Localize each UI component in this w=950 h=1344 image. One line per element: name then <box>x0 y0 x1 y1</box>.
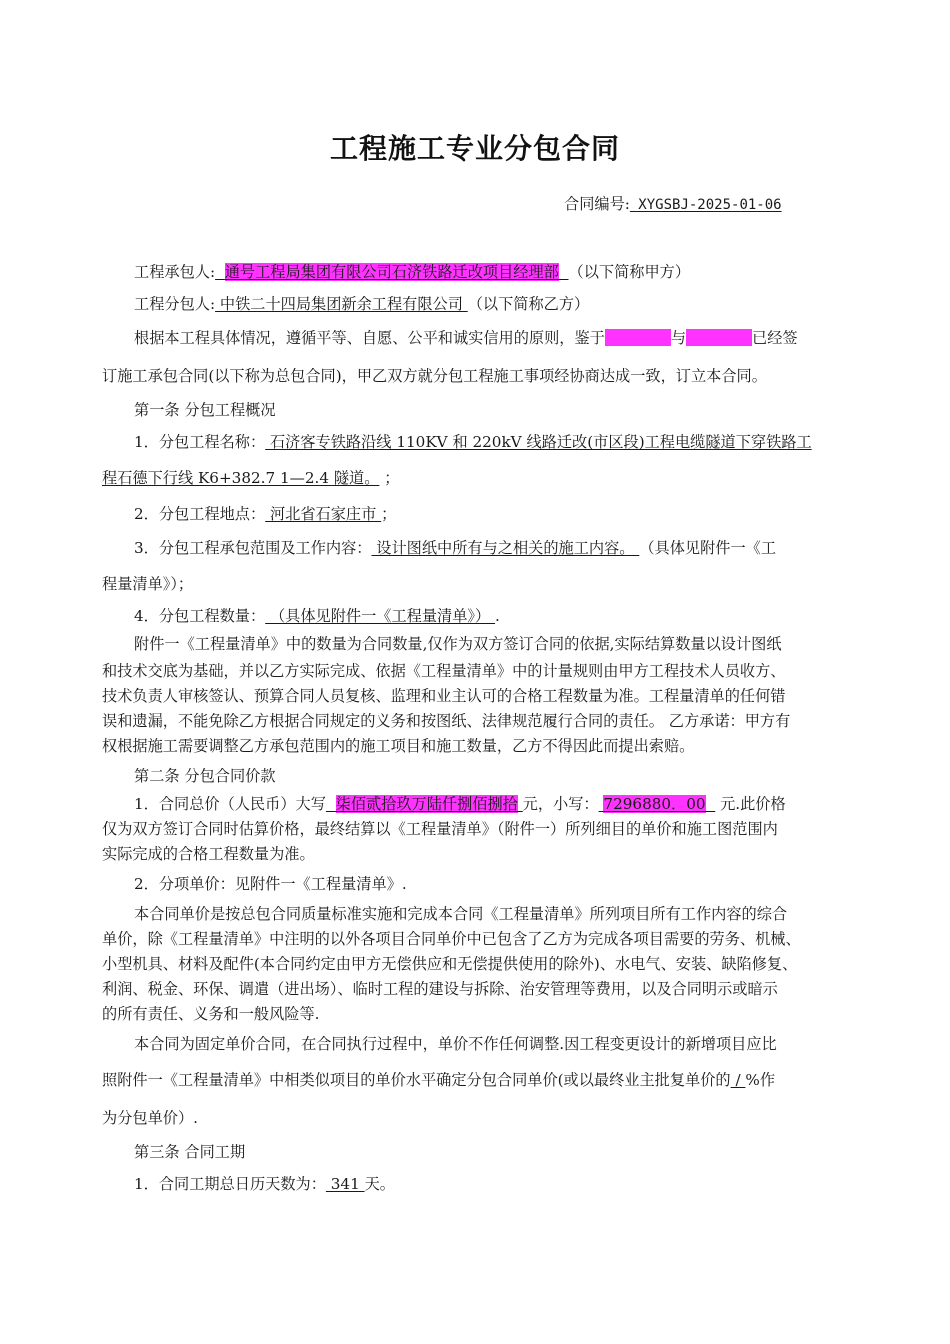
item-1-line-2 <box>102 468 399 488</box>
redacted-box-1 <box>605 329 671 346</box>
price-line-3: 实际完成的合格工程数量为准。 <box>102 845 315 863</box>
project-name-cont: 程石德下行线 K6+382.7 1—2.4 隧道。 <box>102 469 380 487</box>
contract-number-line <box>564 194 782 215</box>
subcontractor-name: 中铁二十四局集团新余工程有限公司 <box>215 295 468 313</box>
item-2-label: 2．分包工程地点： <box>134 505 266 523</box>
price-line-2: 仅为双方签订合同时估算价格，最终结算以《工程量清单》（附件一）所列细目的单价和施工图范围内 <box>102 820 778 838</box>
duration-unit: 天。 <box>364 1175 395 1193</box>
subcontractor-note: （以下简称乙方） <box>467 295 590 313</box>
document-title: 工程施工专业分包合同 <box>329 132 620 165</box>
redacted-box-2 <box>686 329 752 346</box>
item-3-note: （具体见附件一《工 <box>639 539 777 557</box>
contract-number-label: 合同编号: <box>564 195 630 213</box>
item-3-label: 3．分包工程承包范围及工作内容： <box>134 539 372 557</box>
unit-para-line-2: 单价，除《工程量清单》中注明的以外各项目合同单价中已包含了乙方为完成各项目需要的劳务、机械、 <box>102 930 801 948</box>
intro-text: 根据本工程具体情况，遵循平等、自愿、公平和诚实信用的原则，鉴于 <box>134 329 605 347</box>
unit-para-line-5: 的所有责任、义务和一般风险等. <box>102 1005 320 1023</box>
fixed-price-line-3: 为分包单价）. <box>102 1109 198 1127</box>
item-1-line <box>134 432 812 452</box>
article-1-heading: 第一条 分包工程概况 <box>134 401 276 419</box>
quantity-para-line-4: 误和遗漏，不能免除乙方根据合同规定的义务和按图纸、法律规范履行合同的责任。 乙方承诺：甲方有 <box>102 712 791 730</box>
price-in-words: 柒佰贰拾玖万陆仟捌佰捌拾 <box>335 795 518 813</box>
item-3-line-2: 程量清单》）； <box>102 575 194 593</box>
item-4-end: . <box>495 607 500 625</box>
duration-line <box>134 1174 395 1194</box>
quantity-para-line-5: 权根据施工需要调整乙方承包范围内的施工项目和施工数量，乙方不得因此而提出索赔。 <box>102 737 695 755</box>
item-4-label: 4．分包工程数量： <box>134 607 266 625</box>
unit-price-line: 2．分项单价：见附件一《工程量清单》. <box>134 875 407 893</box>
intro-line-2: 订施工承包合同(以下称为总包合同)，甲乙双方就分包工程施工事项经协商达成一致，订立本合同。 <box>102 367 767 385</box>
quantity-para-line-1: 附件一《工程量清单》中的数量为合同数量,仅作为双方签订合同的依据,实际结算数量以设计图纸 <box>134 635 782 653</box>
unit-para-line-4: 利润、税金、环保、调遣（进出场）、临时工程的建设与拆除、治安管理等费用，以及合同明示或暗示 <box>102 980 778 998</box>
item-4-line <box>134 606 500 626</box>
contract-number: XYGSBJ-2025-01-06 <box>629 197 782 213</box>
item-3-line <box>134 538 776 558</box>
duration-label: 1．合同工期总日历天数为： <box>134 1175 326 1193</box>
subcontractor-label: 工程分包人: <box>134 295 216 313</box>
fixed-price-end: %作 <box>745 1071 776 1089</box>
project-location: 河北省石家庄市 <box>265 505 382 523</box>
quantity-para-line-3: 技术负责人审核签认、预算合同人员复核、监理和业主认可的合格工程数量为准。工程量清单的任何错 <box>102 687 786 705</box>
item-2-line <box>134 504 396 524</box>
article-3-heading: 第三条 合同工期 <box>134 1143 246 1161</box>
contractor-note: （以下简称甲方） <box>568 263 690 281</box>
contractor-label: 工程承包人: <box>134 263 216 281</box>
approved-percent: / <box>730 1071 746 1089</box>
contractor-line <box>134 262 690 282</box>
subcontractor-line <box>134 294 589 314</box>
quantity-para-line-2: 和技术交底为基础，并以乙方实际完成、依据《工程量清单》中的计量规则由甲方工程技术人员收方、 <box>102 662 786 680</box>
item-2-end: ； <box>381 505 397 523</box>
price-in-figures: 7296880．00 <box>603 795 706 813</box>
unit-para-line-3: 小型机具、材料及配件(本合同约定由甲方无偿供应和无偿提供使用的除外)、水电气、安装、缺陷修复、 <box>102 955 798 973</box>
price-label: 1．合同总价（人民币）大写 <box>134 795 326 813</box>
price-line <box>134 794 786 814</box>
intro-and: 与 <box>670 329 686 347</box>
work-scope: 设计图纸中所有与之相关的施工内容。 <box>371 539 640 557</box>
unit-para-line-1: 本合同单价是按总包合同质量标准实施和完成本合同《工程量清单》所列项目所有工作内容的综合 <box>134 905 788 923</box>
contractor-name: 通号工程局集团有限公司石济铁路迁改项目经理部 <box>224 263 559 281</box>
work-quantity: （具体见附件一《工程量清单》） <box>265 607 496 625</box>
item-1-end: ； <box>379 469 400 487</box>
project-name: 石济客专铁路沿线 110KV 和 220kV 线路迁改(市区段)工程电缆隧道下穿铁路工 <box>265 433 812 451</box>
intro-line-1 <box>134 328 798 348</box>
item-1-label: 1．分包工程名称： <box>134 433 266 451</box>
fixed-price-text: 照附件一《工程量清单》中相类似项目的单价水平确定分包合同单价(或以最终业主批复单价的 <box>102 1071 731 1089</box>
intro-text-end: 已经签 <box>752 329 798 347</box>
price-yuan: 元，小写： <box>522 795 599 813</box>
price-tail: 元.此价格 <box>720 795 786 813</box>
duration-days: 341 <box>325 1175 365 1193</box>
fixed-price-line-1: 本合同为固定单价合同，在合同执行过程中，单价不作任何调整.因工程变更设计的新增项目应比 <box>134 1035 777 1053</box>
fixed-price-line-2 <box>102 1070 775 1090</box>
article-2-heading: 第二条 分包合同价款 <box>134 767 276 785</box>
